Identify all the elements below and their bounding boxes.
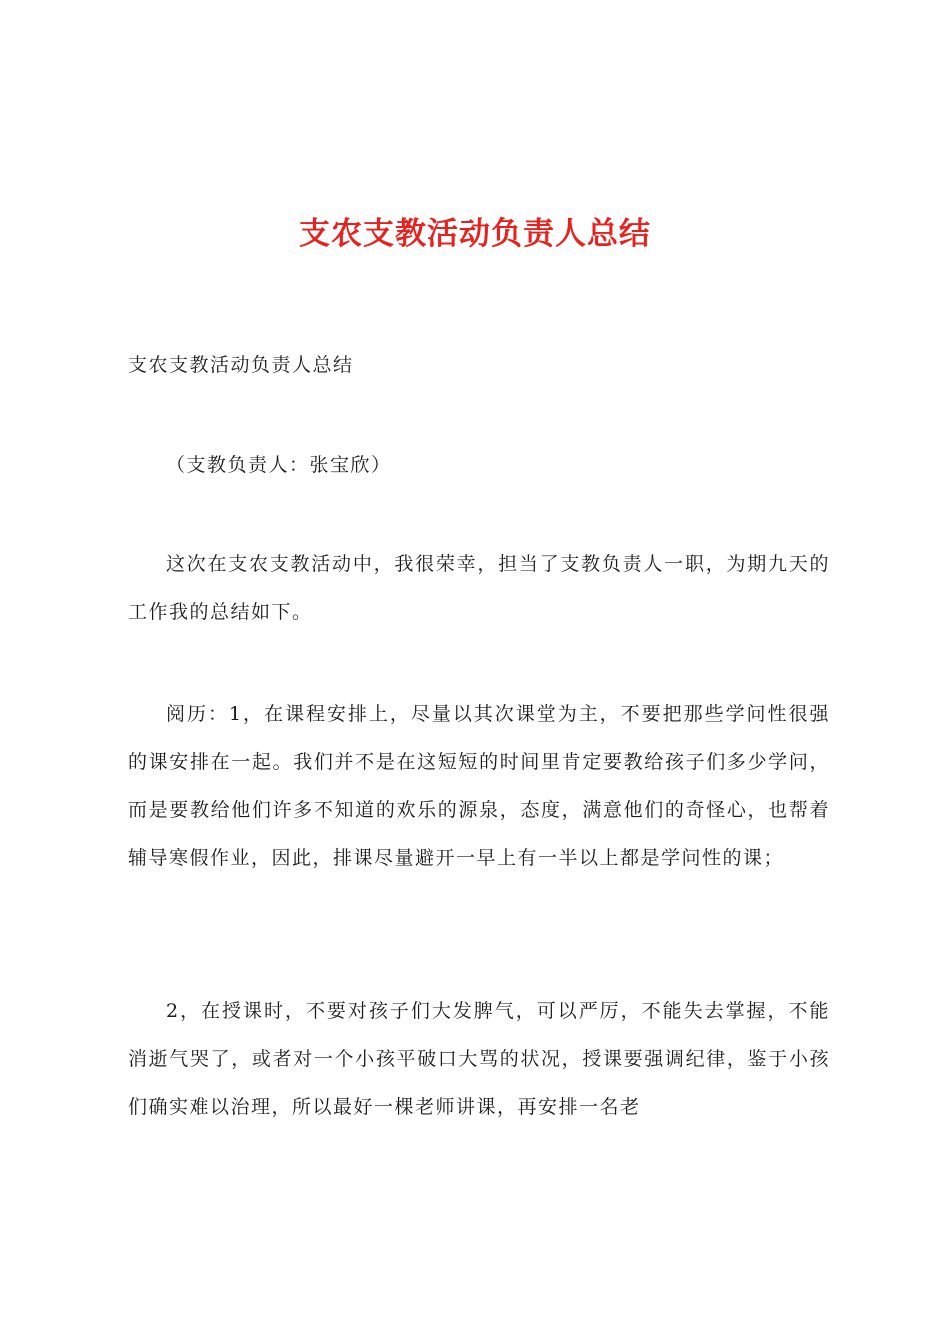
document-subtitle: 支农支教活动负责人总结 — [128, 354, 354, 376]
paragraph-experience-1: 阅历：1，在课程安排上，尽量以其次课堂为主，不要把那些学问性很强的课安排在一起。我们并不是在这短短的时间里肯定要教给孩子们多少学问，而是要教给他们许多不知道的欢乐的源泉，态度，满意他们的奇怪心，也帮着辅导寒假作业，因此，排课尽量避开一早上有一半以上都是学问性的课； — [128, 703, 830, 869]
paragraph-intro: 这次在支农支教活动中，我很荣幸，担当了支教负责人一职，为期九天的工作我的总结如下。 — [128, 553, 830, 623]
paragraph-experience-2: 2，在授课时，不要对孩子们大发脾气，可以严厉，不能失去掌握，不能消逝气哭了，或者对一个小孩平破口大骂的状况，授课要强调纪律，鉴于小孩们确实难以治理，所以最好一棵老师讲课，再安排一名老 — [128, 1000, 830, 1118]
document-title: 支农支教活动负责人总结 — [299, 216, 651, 252]
author-line: （支教负责人：张宝欣） — [166, 454, 392, 476]
